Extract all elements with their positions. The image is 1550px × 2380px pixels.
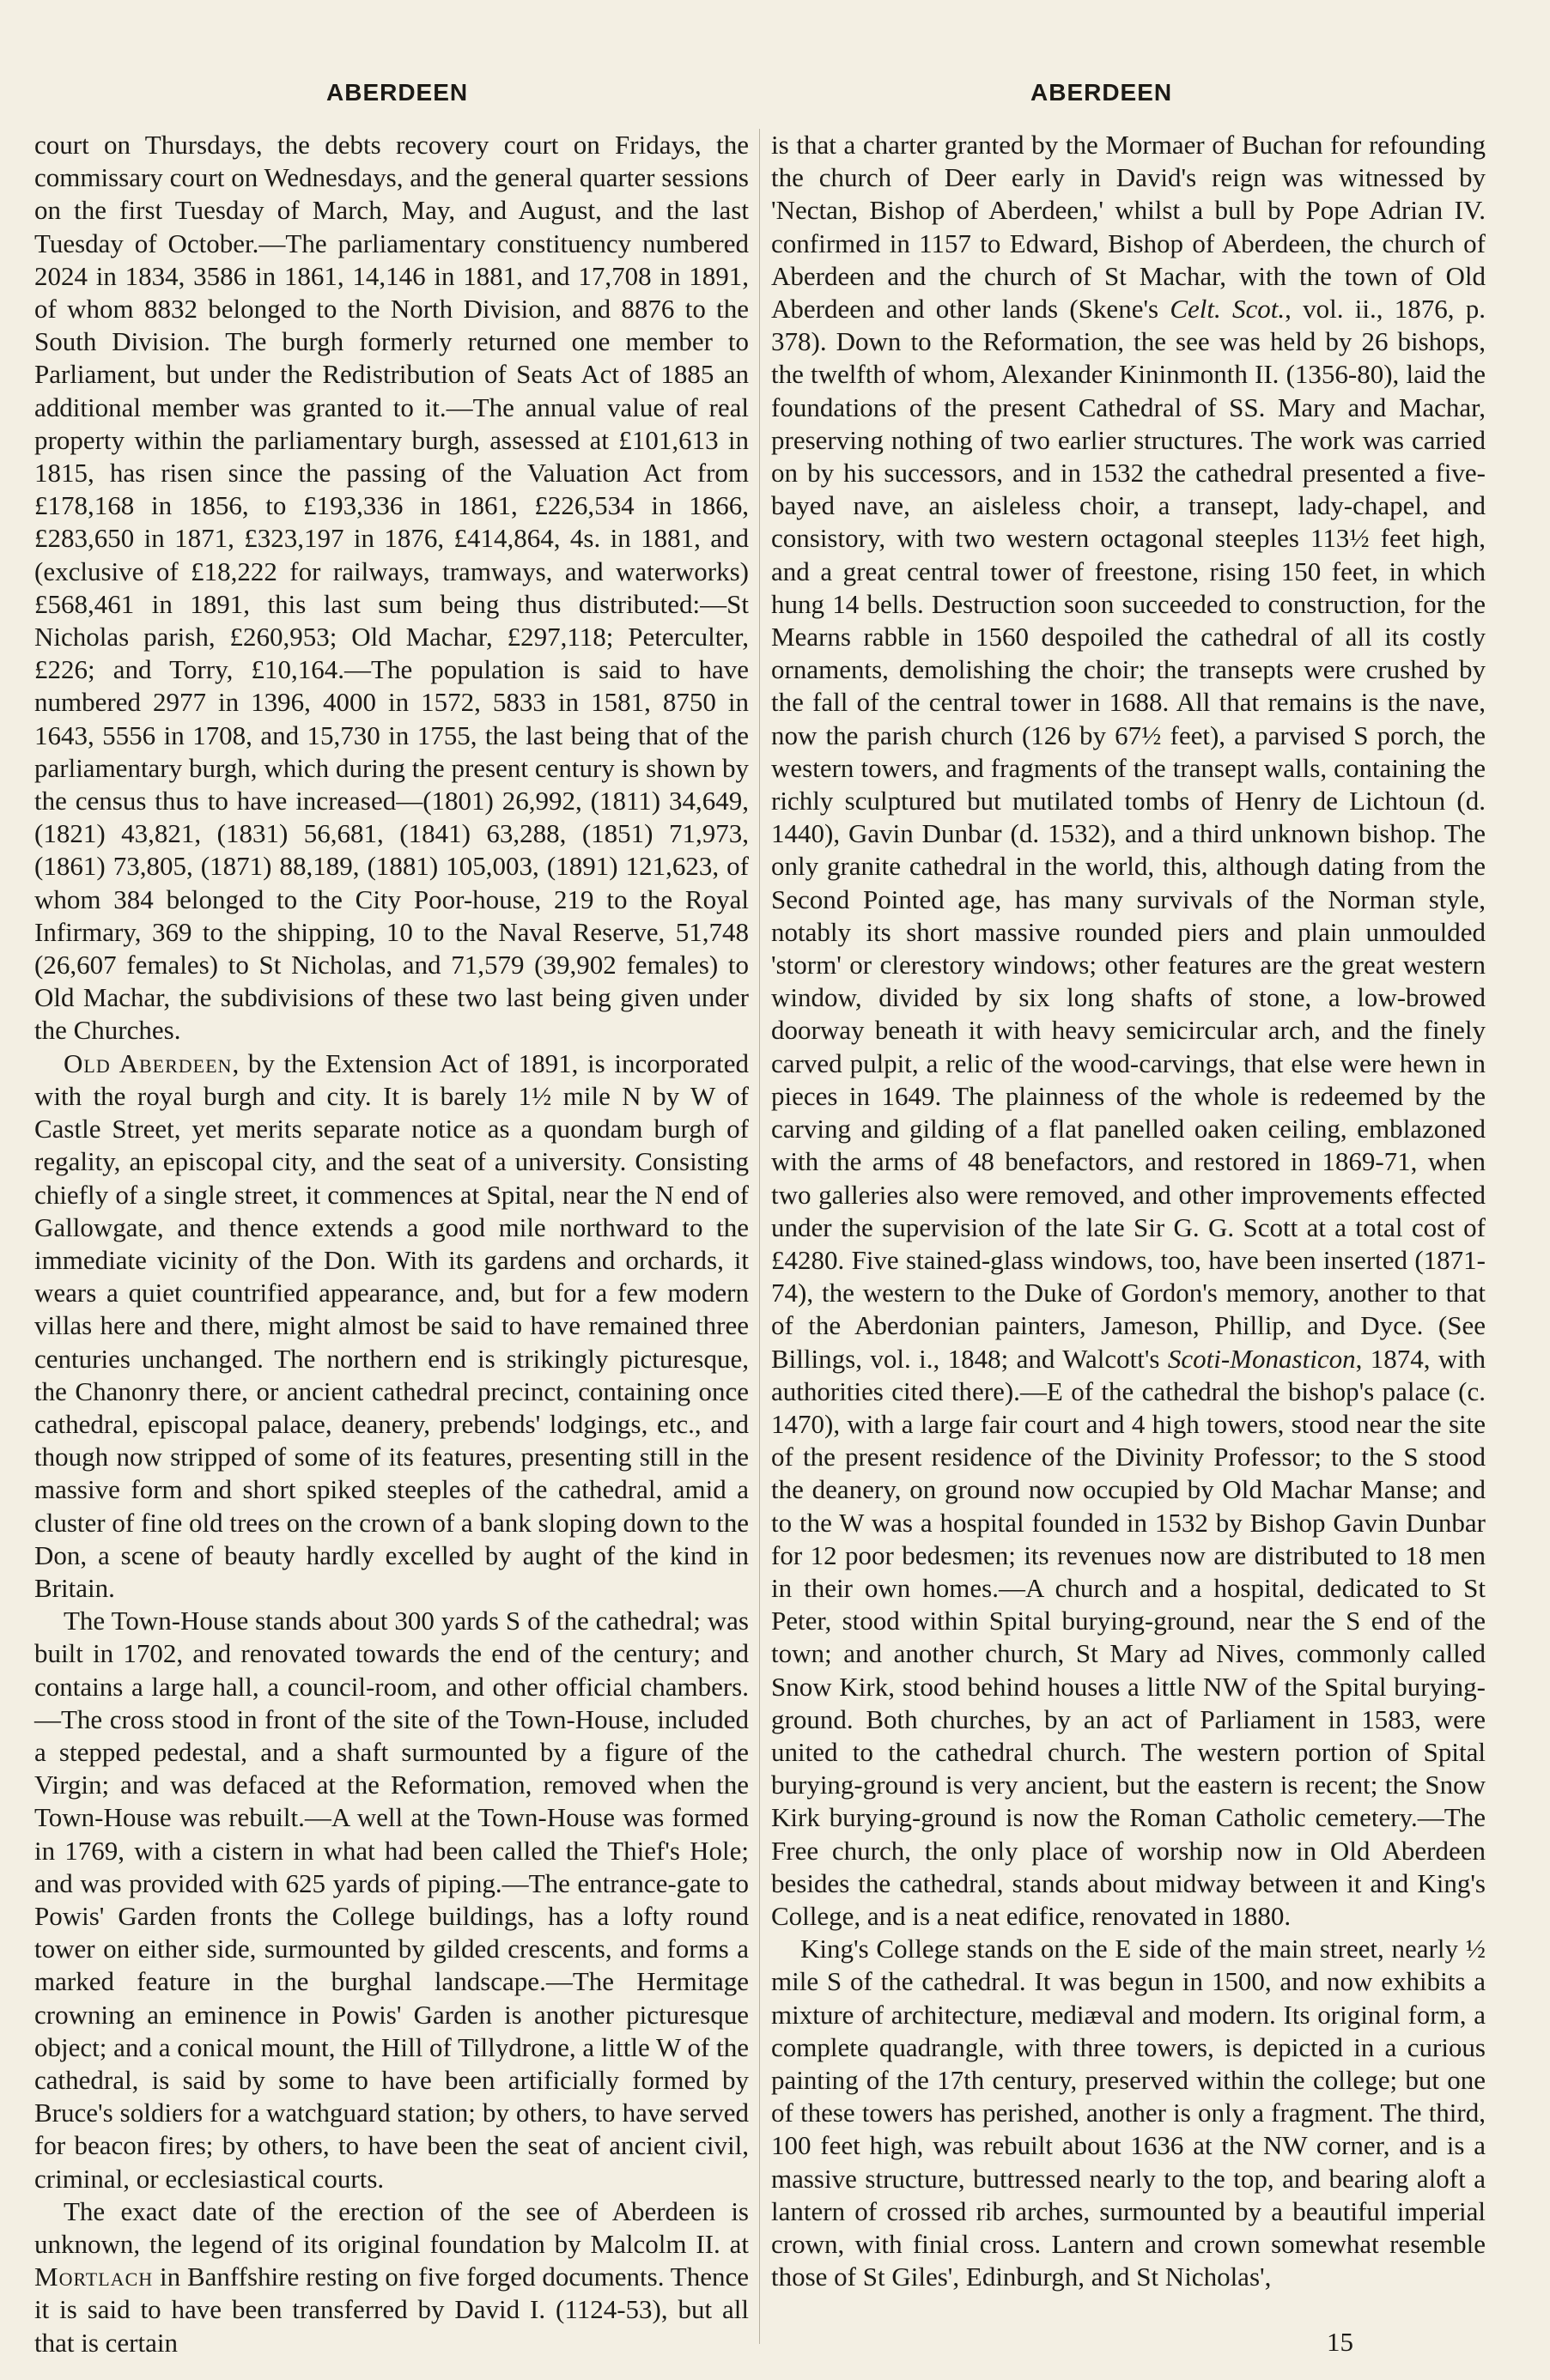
paragraph-text: The exact date of the erection of the see of Aberdeen is unknown, the legend of its original foundation by Malcolm II. at bbox=[34, 2195, 749, 2259]
paragraph-text: in Banffshire resting on five forged documents. Thence it is said to have been transferred by David I. (1124-53), but all that is certain bbox=[34, 2262, 749, 2358]
paragraph: court on Thursdays, the debts recovery court on Fridays, the commissary court on Wednesdays, and the general quarter sessions on the first Tuesday of March, May, and August, and the last Tuesday of October.—The parliamentary constituency numbered 2024 in 1834, 3586 in 1861, 14,146 in 1881, and 17,708 in 1891, of whom 8832 belonged to the North Division, and 8876 to the South Division. The burgh formerly returned one member to Parliament, but under the Redistribution of Seats Act of 1885 an additional member was granted to it.—The annual value of real property within the parliamentary burgh, assessed at £101,613 in 1815, has risen since the passing of the Valuation Act from £178,168 in 1856, to £193,336 in 1861, £226,534 in 1866, £283,650 in 1871, £323,197 in 1876, £414,864, 4s. in 1881, and (exclusive of £18,222 for railways, tramways, and waterworks) £568,461 in 1891, this last sum being thus distributed:—St Nicholas parish, £260,953; Old Machar, £297,118; Peterculter, £226; and Torry, £10,164.—The population is said to have numbered 2977 in 1396, 4000 in 1572, 5833 in 1581, 8750 in 1643, 5556 in 1708, and 15,730 in 1755, the last being that of the parliamentary burgh, which during the present century is shown by the census thus to have increased—(1801) 26,992, (1811) 34,649, (1821) 43,821, (1831) 56,681, (1841) 63,288, (1851) 71,973, (1861) 73,805, (1871) 88,189, (1881) 105,003, (1891) 121,623, of whom 384 belonged to the City Poor-house, 219 to the Royal Infirmary, 369 to the shipping, 10 to the Naval Reserve, 51,748 (26,607 females) to St Nicholas, and 71,579 (39,902 females) to Old Machar, the subdivisions of these two last being given under the Churches. bbox=[34, 130, 749, 1046]
paragraph: King's College stands on the E side of the main street, nearly ½ mile S of the cathedral. It was begun in 1500, and now exhibits a mixture of architecture, mediæval and modern. Its original form, a complete quadrangle, with three towers, is depicted in a curious painting of the 17th century, preserved within the college; but one of these towers has perished, another is only a fragment. The third, 100 feet high, was rebuilt about 1636 at the NW corner, and is a massive structure, buttressed nearly to the top, and bearing aloft a lantern of crossed rib arches, surmounted by a beautiful imperial crown, with finial cross. Lantern and crown somewhat resemble those of St Giles', Edinburgh, and St Nicholas', bbox=[771, 1934, 1486, 2292]
paragraph-text: is that a charter granted by the Mormaer of Buchan for refounding the church of Deer early in David's reign was witnessed by 'Nectan, Bishop of Aberdeen,' whilst a bull by Pope Adrian IV. confirmed in 1157 to Edward, Bishop of Aberdeen, the church of Aberdeen and the church of St Machar, with the town of Old Aberdeen and other lands (Skene's bbox=[771, 130, 1486, 325]
right-column bbox=[771, 129, 1486, 2293]
page-number: 15 bbox=[1327, 2327, 1353, 2357]
left-column bbox=[34, 129, 749, 2359]
paragraph-text: , 1874, with authorities cited there).—E of the cathedral the bishop's palace (c. 1470), with a large fair court and 4 high towers, stood near the site of the present residence of the Divinity Professor; to the S stood the deanery, on ground now occupied by Old Machar Manse; and to the W was a hospital founded in 1532 by Bishop Gavin Dunbar for 12 poor bedesmen; its revenues now are distributed to 18 men in their own homes.—A church and a hospital, dedicated to St Peter, stood within Spital burying-ground, near the S end of the town; and another church, St Mary ad Nives, commonly called Snow Kirk, stood behind houses a little NW of the Spital burying-ground. Both churches, by an act of Parliament in 1583, were united to the cathedral church. The western portion of Spital burying-ground is very ancient, but the eastern is recent; the Snow Kirk burying-ground is now the Roman Catholic cemetery.—The Free church, the only place of worship now in Old Aberdeen besides the cathedral, stands about midway between it and King's College, and is a neat edifice, renovated in 1880. bbox=[771, 1343, 1486, 1931]
place-name: Mortlach bbox=[34, 2262, 154, 2292]
citation-title: Scoti-Monasticon bbox=[1167, 1343, 1356, 1374]
section-lead: Old Aberdeen bbox=[64, 1047, 233, 1078]
paragraph bbox=[34, 2195, 749, 2359]
running-head-right: ABERDEEN bbox=[1030, 79, 1173, 106]
citation-title: Celt. Scot. bbox=[1170, 294, 1286, 325]
paragraph: The Town-House stands about 300 yards S of the cathedral; was built in 1702, and renovated towards the end of the century; and contains a large hall, a council-room, and other official chambers.—The cross stood in front of the site of the Town-House, included a stepped pedestal, and a shaft surmounted by a figure of the Virgin; and was defaced at the Reformation, removed when the Town-House was rebuilt.—A well at the Town-House was formed in 1769, with a cistern in what had been called the Thief's Hole; and was provided with 625 yards of piping.—The entrance-gate to Powis' Garden fronts the College buildings, has a lofty round tower on either side, surmounted by gilded crescents, and forms a marked feature in the burghal landscape.—The Hermitage crowning an eminence in Powis' Garden is another picturesque object; and a conical mount, the Hill of Tillydrone, a little W of the cathedral, is said by some to have been artificially formed by Bruce's soldiers for a watchguard station; by others, to have served for beacon fires; by others, to have been the seat of ancient civil, criminal, or ecclesiastical courts. bbox=[34, 1606, 749, 2194]
paragraph bbox=[771, 129, 1486, 1933]
paragraph-text: , by the Extension Act of 1891, is incorporated with the royal burgh and city. It is barely 1½ mile N by W of Castle Street, yet merits separate notice as a quondam burgh of regality, an episcopal city, and the seat of a university. Consisting chiefly of a single street, it commences at Spital, near the N end of Gallowgate, and thence extends a good mile northward to the immediate vicinity of the Don. With its gardens and orchards, it wears a quiet countrified appearance, and, but for a few modern villas here and there, might almost be said to have remained three centuries unchanged. The northern end is strikingly picturesque, the Chanonry there, or ancient cathedral precinct, containing once cathedral, episcopal palace, deanery, prebends' lodgings, etc., and though now stripped of some of its features, presenting still in the massive form and short spiked steeples of the cathedral, amid a cluster of fine old trees on the crown of a bank sloping down to the Don, a scene of beauty hardly excelled by aught of the kind in Britain. bbox=[34, 1047, 749, 1603]
column-divider bbox=[759, 129, 760, 2344]
paragraph-text: , vol. ii., 1876, p. 378). Down to the Reformation, the see was held by 26 bishops, the twelfth of whom, Alexander Kininmonth II. (1356-80), laid the foundations of the present Cathedral of SS. Mary and Machar, preserving nothing of two earlier structures. The work was carried on by his successors, and in 1532 the cathedral presented a five-bayed nave, an aisleless choir, a transept, lady-chapel, and consistory, with two western octagonal steeples 113½ feet high, and a great central tower of freestone, rising 150 feet, in which hung 14 bells. Destruction soon succeeded to construction, for the Mearns rabble in 1560 despoiled the cathedral of all its costly ornaments, demolishing the choir; the transepts were crushed by the fall of the central tower in 1688. All that remains is the nave, now the parish church (126 by 67½ feet), a parvised S porch, the western towers, and fragments of the transept walls, containing the richly sculptured but mutilated tombs of Henry de Lichtoun (d. 1440), Gavin Dunbar (d. 1532), and a third unknown bishop. The only granite cathedral in the world, this, although dating from the Second Pointed age, has many survivals of the Norman style, notably its short massive rounded piers and plain unmoulded 'storm' or clerestory windows; other features are the great western window, divided by six long shafts of stone, a low-browed doorway beneath it with heavy semicircular arch, and the finely carved pulpit, a relic of the wood-carvings, that else were hewn in pieces in 1649. The plainness of the whole is redeemed by the carving and gilding of a flat panelled oaken ceiling, emblazoned with the arms of 48 benefactors, and restored in 1869-71, when two galleries also were removed, and other improvements effected under the supervision of the late Sir G. G. Scott at a total cost of £4280. Five stained-glass windows, too, have been inserted (1871-74), the western to the Duke of Gordon's memory, another to that of the Aberdonian painters, Jameson, Phillip, and Dyce. (See Billings, vol. i., 1848; and Walcott's bbox=[771, 294, 1486, 1374]
paragraph bbox=[34, 1047, 749, 1605]
running-head-left: ABERDEEN bbox=[326, 79, 469, 106]
